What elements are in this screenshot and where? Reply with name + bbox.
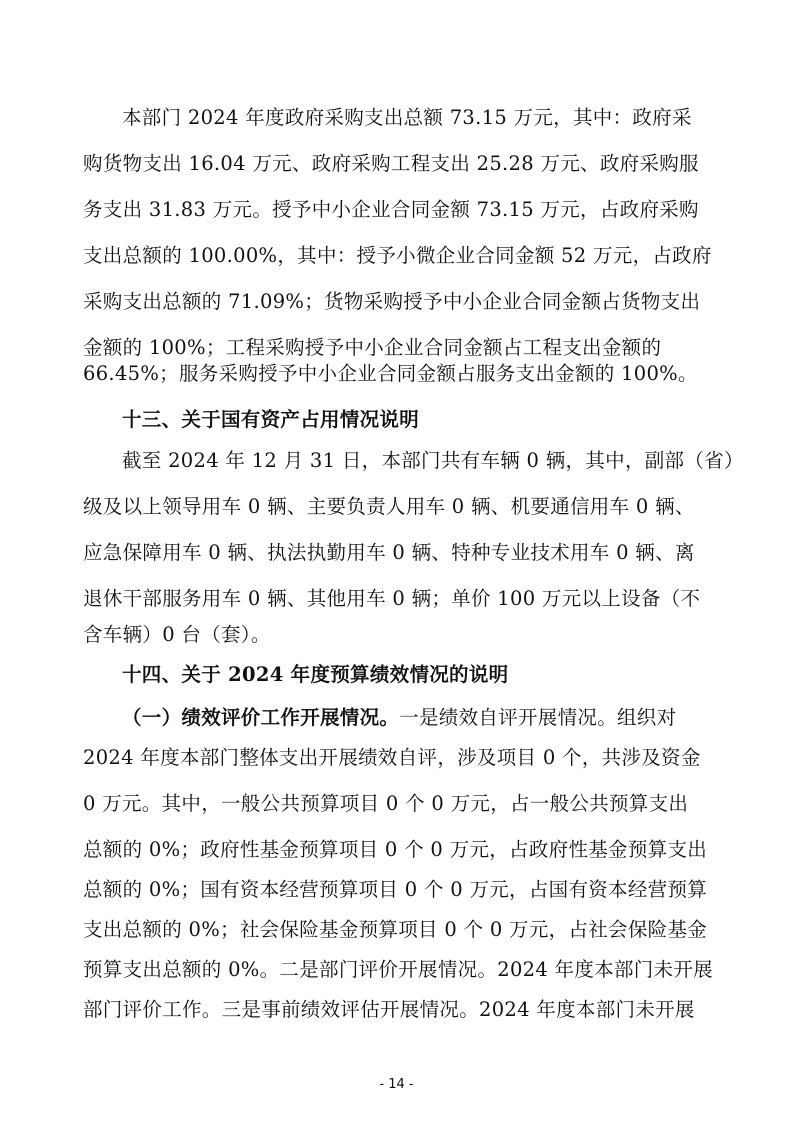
paragraph-line: 支出总额的 100.00%，其中：授予小微企业合同金额 52 万元，占政府 [83, 244, 712, 267]
page-number: - 14 - [379, 1077, 414, 1092]
section-13-heading: 十三、关于国有资产占用情况说明 [122, 408, 420, 431]
paragraph-line: 总额的 0%；政府性基金预算项目 0 个 0 万元，占政府性基金预算支出 [83, 838, 708, 861]
paragraph-line: 支出总额的 0%；社会保险基金预算项目 0 个 0 万元，占社会保险基金 [83, 918, 708, 941]
paragraph-line: 66.45%；服务采购授予中小企业合同金额占服务支出金额的 100%。 [83, 362, 698, 385]
paragraph-line: 含车辆）0 台（套）。 [83, 623, 271, 646]
paragraph-line: 2024 年度本部门整体支出开展绩效自评，涉及项目 0 个，共涉及资金 [83, 746, 701, 769]
section-14-heading: 十四、关于 2024 年度预算绩效情况的说明 [122, 663, 509, 686]
paragraph-line: 本部门 2024 年度政府采购支出总额 73.15 万元，其中：政府采 [122, 106, 692, 129]
paragraph-line: 务支出 31.83 万元。授予中小企业合同金额 73.15 万元，占政府采购 [83, 198, 699, 221]
paragraph-line: 0 万元。其中，一般公共预算项目 0 个 0 万元，占一般公共预算支出 [83, 792, 689, 815]
paragraph-line: 部门评价工作。三是事前绩效评估开展情况。2024 年度本部门未开展 [83, 998, 695, 1021]
paragraph-line: 退休干部服务用车 0 辆、其他用车 0 辆；单价 100 万元以上设备（不 [83, 587, 701, 610]
paragraph-line: 应急保障用车 0 辆、执法执勤用车 0 辆、特种专业技术用车 0 辆、离 [83, 541, 695, 564]
paragraph-line: 金额的 100%；工程采购授予中小企业合同金额占工程支出金额的 [83, 336, 662, 359]
paragraph-line: 采购支出总额的 71.09%；货物采购授予中小企业合同金额占货物支出 [83, 290, 701, 313]
paragraph-line: 预算支出总额的 0%。二是部门评价开展情况。2024 年度本部门未开展 [83, 958, 713, 981]
paragraph-line: 购货物支出 16.04 万元、政府采购工程支出 25.28 万元、政府采购服 [83, 152, 699, 175]
subsection-1-line [122, 705, 676, 731]
paragraph-line: 级及以上领导用车 0 辆、主要负责人用车 0 辆、机要通信用车 0 辆、 [83, 495, 695, 518]
subsection-1-text: 一是绩效自评开展情况。组织对 [399, 706, 677, 729]
paragraph-line: 截至 2024 年 12 月 31 日，本部门共有车辆 0 辆，其中，副部（省） [122, 449, 744, 472]
subsection-1-heading: （一）绩效评价工作开展情况。 [122, 706, 400, 729]
paragraph-line: 总额的 0%；国有资本经营预算项目 0 个 0 万元，占国有资本经营预算 [83, 878, 708, 901]
